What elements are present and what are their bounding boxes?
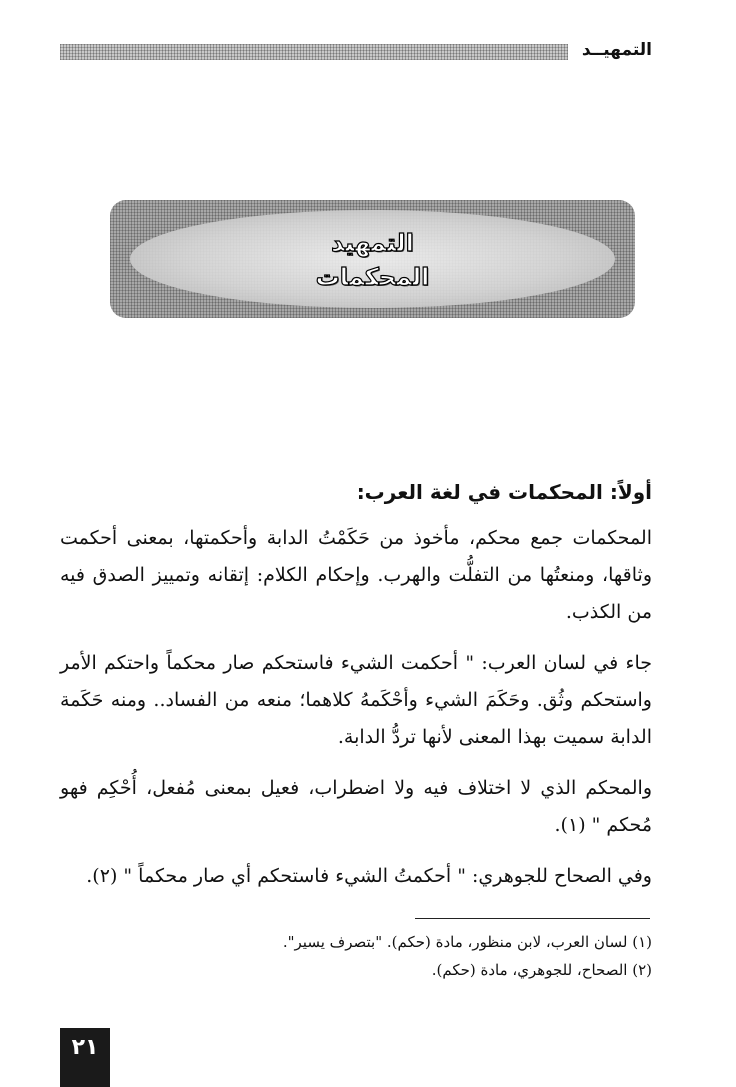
running-title: التمهيــد: [581, 40, 652, 60]
main-content: [60, 480, 652, 909]
paragraph-2: جاء في لسان العرب: " أحكمت الشيء فاستحكم صار محكماً واحتكم الأمر واستحكم وثُق. وحَكَمَ الشيء وأحْكَمهُ كلاهما؛ منعه من الفساد.. ومنه حَكَمة الدابة سميت بهذا المعنى لأنها تردُّ الدابة.: [60, 652, 652, 748]
chapter-title: [110, 226, 635, 294]
footnotes: [60, 928, 652, 984]
section-heading: أولاً: المحكمات في لغة العرب:: [356, 480, 652, 504]
footnote-separator: [415, 918, 650, 919]
paragraph-1: المحكمات جمع محكم، مأخوذ من حَكَمْتُ الدابة وأحكمتها، بمعنى أحكمت وثاقها، ومنعتُها من التفلُّت والهرب. وإحكام الكلام: إتقانه وتمييز الصدق فيه من الكذب.: [60, 527, 652, 623]
page-number: ٢١: [60, 1028, 110, 1087]
chapter-title-box: [110, 200, 635, 318]
footnote-2: (٢) الصحاح، للجوهري، مادة (حكم).: [431, 961, 652, 979]
chapter-title-line-2: المحكمات: [315, 263, 430, 291]
running-header: [60, 40, 652, 62]
paragraph-3: والمحكم الذي لا اختلاف فيه ولا اضطراب، فعيل بمعنى مُفعل، أُحْكِم فهو مُحكم " (١).: [60, 777, 652, 836]
chapter-title-line-1: التمهيد: [331, 229, 414, 257]
footnote-1: (١) لسان العرب، لابن منظور، مادة (حكم). "بتصرف يسير".: [282, 933, 652, 951]
header-pattern-bar: [60, 44, 568, 60]
paragraph-4: وفي الصحاح للجوهري: " أحكمتُ الشيء فاستحكم أي صار محكماً " (٢).: [86, 865, 652, 887]
